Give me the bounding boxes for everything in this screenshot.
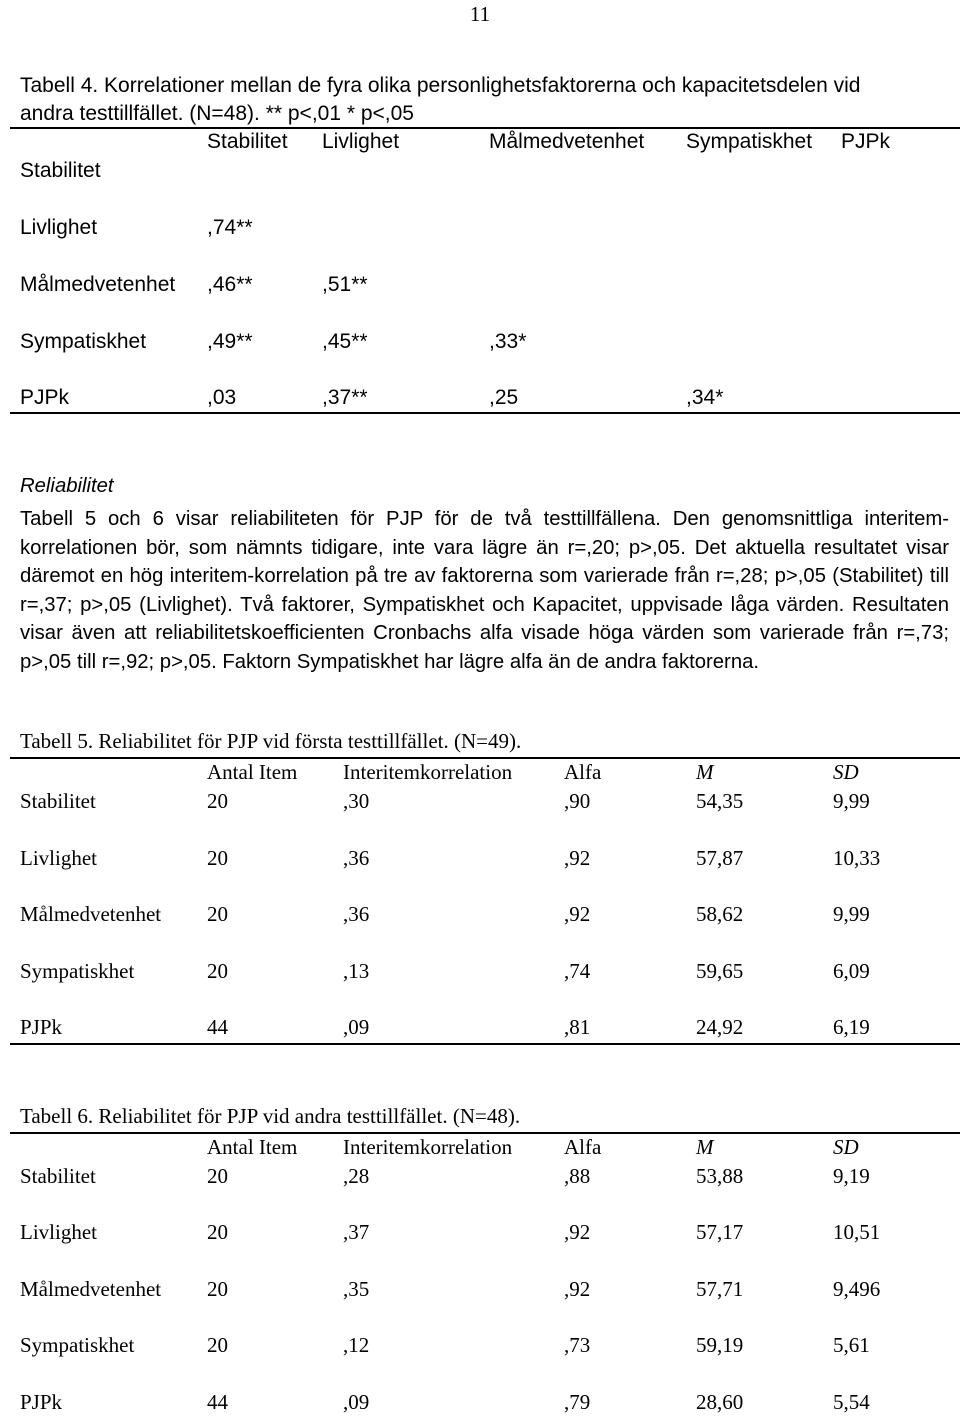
table5-column-header: Interitemkorrelation: [343, 760, 513, 784]
table4-cell: ,33*: [489, 330, 527, 353]
table5-cell: ,92: [564, 902, 591, 926]
table4-row-label: PJPk: [20, 386, 70, 409]
table6-cell: ,37: [343, 1220, 370, 1244]
page-number: 11: [469, 2, 491, 26]
table5-cell: 54,35: [696, 789, 744, 813]
table6-cell: ,79: [564, 1390, 591, 1414]
table5-cell: ,81: [564, 1015, 591, 1039]
table6-caption: Tabell 6. Reliabilitet för PJP vid andra testtillfället. (N=48).: [20, 1104, 521, 1128]
table5-row-label: Livlighet: [20, 846, 97, 870]
table5-row-label: Sympatiskhet: [20, 959, 135, 983]
table6-cell: ,92: [564, 1220, 591, 1244]
table4-cell: ,45**: [322, 330, 368, 353]
table4-column-header: Målmedvetenhet: [489, 130, 645, 153]
table5-row-label: PJPk: [20, 1015, 63, 1039]
table4-column-header: Sympatiskhet: [686, 130, 813, 153]
table6-row-label: Sympatiskhet: [20, 1333, 135, 1357]
table5-top-rule: [10, 757, 960, 759]
table6-row-label: PJPk: [20, 1390, 63, 1414]
table5-cell: 6,19: [833, 1015, 870, 1039]
table4-row-label: Stabilitet: [20, 159, 101, 182]
table5-row-label: Målmedvetenhet: [20, 902, 162, 926]
table4-column-header: Stabilitet: [207, 130, 288, 153]
table4-cell: ,51**: [322, 273, 368, 296]
table6-cell: ,73: [564, 1333, 591, 1357]
table5-cell: 9,99: [833, 902, 870, 926]
table4-cell: ,74**: [207, 216, 253, 239]
table5-cell: 20: [207, 846, 228, 870]
table6-column-header: Antal Item: [207, 1135, 298, 1159]
table5-cell: 57,87: [696, 846, 744, 870]
table6-column-header: Alfa: [564, 1135, 602, 1159]
table4-cell: ,34*: [686, 386, 724, 409]
table6-cell: ,28: [343, 1164, 370, 1188]
table6-cell: 59,19: [696, 1333, 744, 1357]
table6-cell: ,12: [343, 1333, 370, 1357]
table5-cell: 24,92: [696, 1015, 744, 1039]
table5-cell: 10,33: [833, 846, 881, 870]
table5-cell: 9,99: [833, 789, 870, 813]
table6-cell: ,35: [343, 1277, 370, 1301]
table6-column-header: SD: [833, 1135, 859, 1159]
table4-column-header: PJPk: [841, 130, 891, 153]
table6-row-label: Livlighet: [20, 1220, 97, 1244]
table4-row-label: Målmedvetenhet: [20, 273, 176, 296]
table6-cell: 10,51: [833, 1220, 881, 1244]
table6-cell: 20: [207, 1277, 228, 1301]
table5-cell: ,92: [564, 846, 591, 870]
table6-cell: 44: [207, 1390, 228, 1414]
table4-cell: ,03: [207, 386, 237, 409]
table5-cell: 20: [207, 789, 228, 813]
table6-cell: 20: [207, 1220, 228, 1244]
table5-cell: ,36: [343, 846, 370, 870]
table6-cell: 5,54: [833, 1390, 870, 1414]
table4-cell: ,37**: [322, 386, 368, 409]
table6-top-rule: [10, 1132, 960, 1134]
table6-row-label: Målmedvetenhet: [20, 1277, 162, 1301]
table4-caption: [20, 72, 940, 128]
table4-caption-line1: Tabell 4. Korrelationer mellan de fyra olika personlighetsfaktorerna och kapacitetsdelen vid: [20, 74, 861, 97]
table6-cell: 28,60: [696, 1390, 744, 1414]
table6-cell: ,92: [564, 1277, 591, 1301]
table6-cell: 20: [207, 1164, 228, 1188]
table6-row-label: Stabilitet: [20, 1164, 96, 1188]
table5-bottom-rule: [10, 1043, 960, 1045]
table6-cell: 53,88: [696, 1164, 744, 1188]
table5-column-header: Alfa: [564, 760, 602, 784]
table5-cell: ,13: [343, 959, 370, 983]
table4-row-label: Livlighet: [20, 216, 98, 239]
table4-bottom-rule: [10, 412, 960, 414]
table5-cell: ,09: [343, 1015, 370, 1039]
table6-cell: 57,17: [696, 1220, 744, 1244]
table6-cell: 5,61: [833, 1333, 870, 1357]
table5-cell: 59,65: [696, 959, 744, 983]
table5-caption: Tabell 5. Reliabilitet för PJP vid första testtillfället. (N=49).: [20, 729, 522, 753]
table5-column-header: M: [696, 760, 714, 784]
table6-cell: 20: [207, 1333, 228, 1357]
table5-cell: 6,09: [833, 959, 870, 983]
table4-cell: ,25: [489, 386, 519, 409]
reliability-heading: Reliabilitet: [20, 475, 114, 497]
table5-column-header: Antal Item: [207, 760, 298, 784]
table4-caption-line2: andra testtillfället. (N=48). ** p<,01 * p<,05: [20, 102, 414, 125]
reliability-paragraph: Tabell 5 och 6 visar reliabiliteten för PJP för de två testtillfällena. Den genomsnittliga interitem-korrelationen bör, som nämnts tidigare, inte vara lägre än r=,20; p>,05. Det aktuella resultatet visar däremot en hög interitem-korrelation på tre av faktorerna som varierade från r=,28; p>,05 (Stabilitet) till r=,37; p>,05 (Livlighet). Två faktorer, Sympatiskhet och Kapacitet, uppvisade låga värden. Resultaten visar även att reliabilitetskoefficienten Cronbachs alfa visade höga värden som varierade från r=,73; p>,05 till r=,92; p>,05. Faktorn Sympatiskhet har lägre alfa än de andra faktorerna.: [20, 508, 949, 673]
table5-cell: 58,62: [696, 902, 744, 926]
table5-cell: ,30: [343, 789, 370, 813]
table5-cell: 20: [207, 959, 228, 983]
table4-column-header: Livlighet: [322, 130, 400, 153]
table6-cell: 9,19: [833, 1164, 870, 1188]
table4-top-rule: [10, 127, 960, 129]
table4-cell: ,46**: [207, 273, 253, 296]
table6-cell: ,09: [343, 1390, 370, 1414]
table4-cell: ,49**: [207, 330, 253, 353]
table5-row-label: Stabilitet: [20, 789, 96, 813]
table5-cell: ,74: [564, 959, 591, 983]
table5-column-header: SD: [833, 760, 859, 784]
table4-row-label: Sympatiskhet: [20, 330, 147, 353]
table5-cell: 44: [207, 1015, 228, 1039]
table5-cell: ,36: [343, 902, 370, 926]
table6-column-header: M: [696, 1135, 714, 1159]
table6-cell: ,88: [564, 1164, 591, 1188]
table5-cell: 20: [207, 902, 228, 926]
table6-cell: 57,71: [696, 1277, 744, 1301]
table6-cell: 9,496: [833, 1277, 881, 1301]
table6-column-header: Interitemkorrelation: [343, 1135, 513, 1159]
table5-cell: ,90: [564, 789, 591, 813]
